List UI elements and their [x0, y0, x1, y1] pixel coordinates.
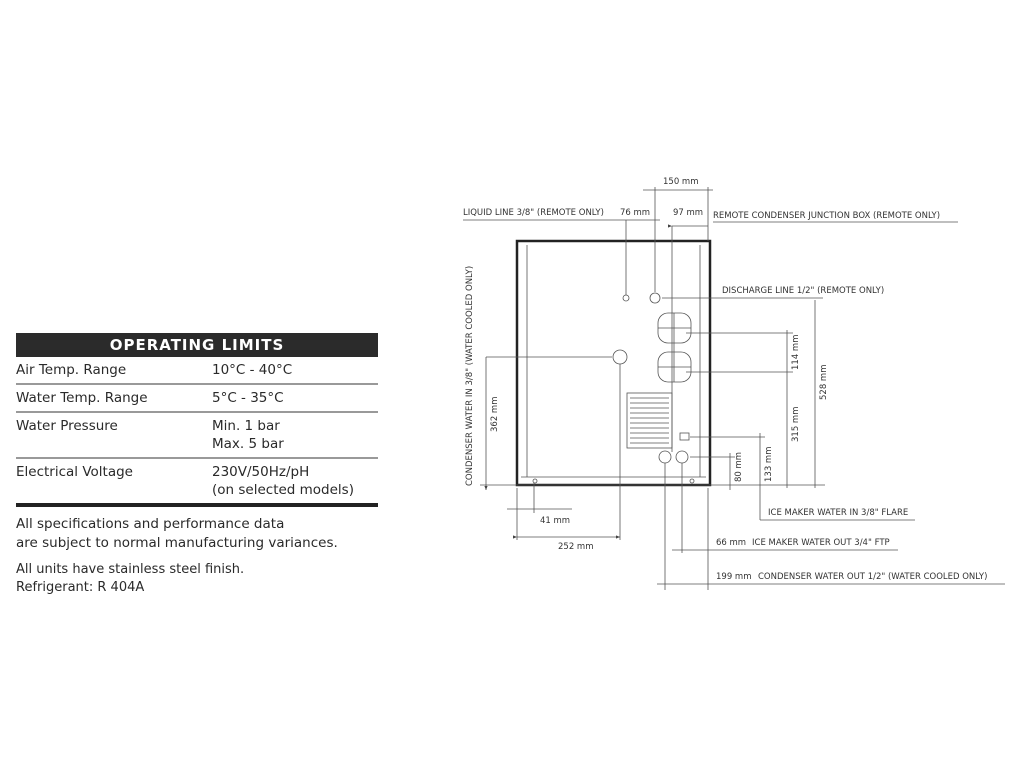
junction-box-label: REMOTE CONDENSER JUNCTION BOX (REMOTE ONLY) [713, 211, 941, 221]
dim-315-label: 315 mm [791, 406, 801, 442]
discharge-line-port-icon [650, 293, 660, 303]
note-line: are subject to normal manufacturing variances. [16, 535, 338, 551]
row-value: 5°C - 35°C [212, 390, 284, 406]
row-value: 230V/50Hz/pH [212, 464, 310, 480]
dim-66-label: 66 mm [716, 538, 747, 548]
discharge-line-label: DISCHARGE LINE 1/2" (REMOTE ONLY) [722, 286, 885, 296]
row-value: (on selected models) [212, 482, 354, 498]
dim-41-label: 41 mm [540, 516, 571, 526]
foot-icon [690, 479, 694, 483]
liquid-line-label: LIQUID LINE 3/8" (REMOTE ONLY) [463, 208, 604, 218]
row-label: Electrical Voltage [16, 464, 133, 480]
table-title: OPERATING LIMITS [16, 333, 378, 357]
row-label: Water Temp. Range [16, 390, 148, 406]
dim-528-label: 528 mm [819, 364, 829, 400]
dim-114-label: 114 mm [791, 334, 801, 370]
row-label: Water Pressure [16, 418, 118, 434]
row-value: Min. 1 bar [212, 418, 280, 434]
dim-76-label: 76 mm [620, 208, 651, 218]
condenser-water-out-port-icon [659, 451, 671, 463]
note-line: All specifications and performance data [16, 516, 285, 532]
condenser-water-out-label: CONDENSER WATER OUT 1/2" (WATER COOLED ONLY) [758, 572, 988, 582]
row-label: Air Temp. Range [16, 362, 127, 378]
note-line: Refrigerant: R 404A [16, 580, 145, 595]
row-value: 10°C - 40°C [212, 362, 293, 378]
dim-80-label: 80 mm [734, 451, 744, 482]
condenser-water-in-label: CONDENSER WATER IN 3/8" (WATER COOLED ONLY) [465, 265, 475, 486]
unit-outline [517, 241, 710, 485]
ice-water-in-label: ICE MAKER WATER IN 3/8" FLARE [768, 508, 909, 518]
dim-97-label: 97 mm [673, 208, 704, 218]
liquid-line-port-icon [623, 295, 629, 301]
foot-icon [533, 479, 537, 483]
dim-362-label: 362 mm [490, 396, 500, 432]
note-line: All units have stainless steel finish. [16, 562, 245, 577]
condenser-water-in-port-icon [613, 350, 627, 364]
dim-150-label: 150 mm [663, 177, 699, 187]
ice-water-out-port-icon [676, 451, 688, 463]
dim-252-label: 252 mm [558, 542, 594, 552]
dim-199-label: 199 mm [716, 572, 752, 582]
ice-water-out-label: ICE MAKER WATER OUT 3/4" FTP [752, 538, 890, 548]
grille-icon [627, 393, 672, 448]
dim-133-label: 133 mm [764, 446, 774, 482]
ice-water-in-fitting-icon [680, 433, 689, 440]
row-value: Max. 5 bar [212, 436, 284, 452]
